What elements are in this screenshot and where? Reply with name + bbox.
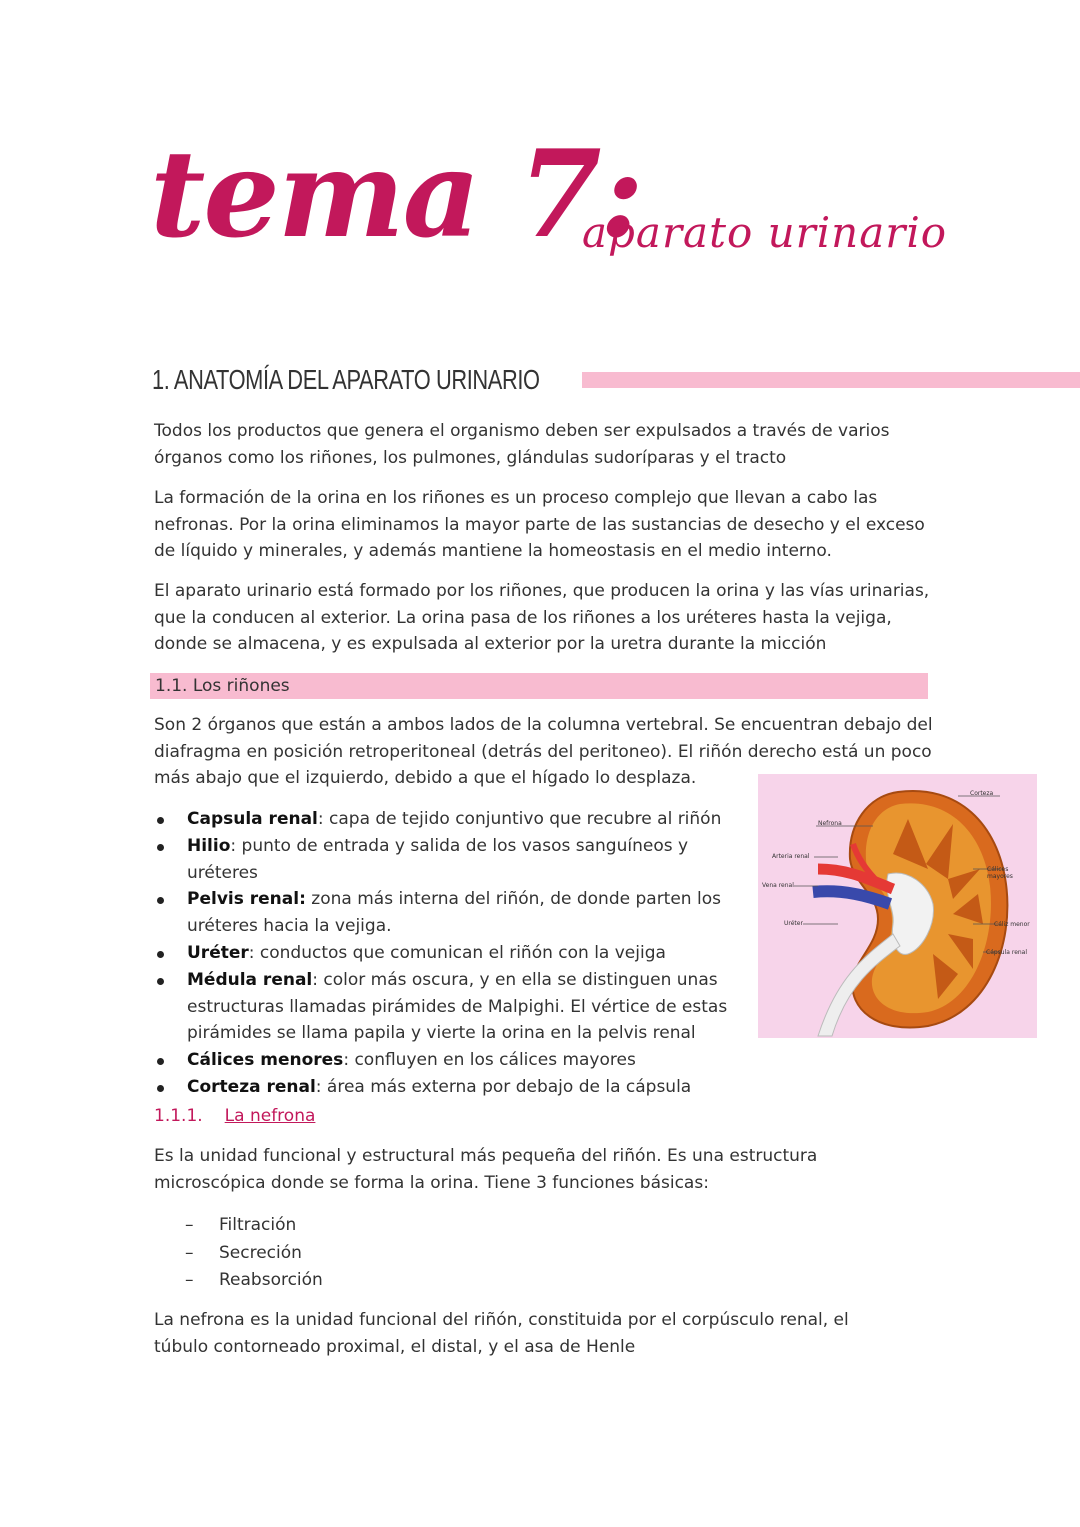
section-label-link[interactable]: La nefrona	[224, 1106, 316, 1126]
kidney-illustration	[758, 774, 1037, 1038]
section-heading-1-1-1	[154, 1103, 315, 1129]
paragraph-orina: La formación de la orina en los riñones es un proceso complejo que llevan a cabo las nefronas. Por la orina eliminamos la mayor parte de las sustancias de desecho y el exceso de líquido y minerales, y además mantiene la homeostasis en el medio interno.	[154, 488, 925, 561]
kidney-parts-list	[154, 806, 754, 1101]
list-item: Uréter: conductos que comunican el riñón con la vejiga	[154, 940, 754, 967]
list-item: Médula renal: color más oscura, y en ella se distinguen unas estructuras llamadas pirámides de Malpighi. El vértice de estas pirámides se llama papila y vierte la orina en la pelvis renal	[154, 967, 754, 1047]
label-corteza: Corteza	[970, 790, 994, 797]
label-calices-mayores-2: mayores	[987, 873, 1013, 880]
list-item: Hilio: punto de entrada y salida de los vasos sanguíneos y uréteres	[154, 833, 754, 887]
label-nefrona: Nefrona	[818, 820, 842, 827]
list-item: – Filtración	[185, 1212, 323, 1240]
paragraph-closing: La nefrona es la unidad funcional del riñón, constituida por el corpúsculo renal, el túbulo contorneado proximal, el distal, y el asa de Henle	[154, 1310, 849, 1357]
paragraph-intro: Todos los productos que genera el organismo deben ser expulsados a través de varios órganos como los riñones, los pulmones, glándulas sudoríparas y el tracto	[154, 421, 890, 468]
heading-highlight-bar	[582, 372, 1080, 388]
label-calices-mayores-1: Cálices	[987, 866, 1009, 873]
paragraph-nefrona: Es la unidad funcional y estructural más pequeña del riñón. Es una estructura microscópica donde se forma la orina. Tiene 3 funciones básicas:	[154, 1146, 818, 1193]
label-vena: Vena renal	[762, 882, 794, 889]
list-item: Corteza renal: área más externa por debajo de la cápsula	[154, 1074, 754, 1101]
page-subtitle: aparato urinario	[582, 208, 948, 257]
list-item: Pelvis renal: zona más interna del riñón, de donde parten los uréteres hacia la vejiga.	[154, 886, 754, 940]
list-item: Capsula renal: capa de tejido conjuntivo que recubre al riñón	[154, 806, 754, 833]
nephron-functions-list	[185, 1212, 323, 1295]
list-item: Cálices menores: confluyen en los cálices mayores	[154, 1047, 754, 1074]
paragraph-rinones: Son 2 órganos que están a ambos lados de la columna vertebral. Se encuentran debajo del diafragma en posición retroperitoneal (detrás del peritoneo). El riñón derecho está un poco más abajo que el izquierdo, debido a que el hígado lo desplaza.	[154, 715, 933, 788]
page-title: tema 7:	[150, 124, 643, 265]
section-number: 1.1.1.	[154, 1106, 203, 1126]
list-item: – Secreción	[185, 1240, 323, 1268]
label-arteria: Arteria renal	[772, 853, 810, 860]
section-heading-1-1: 1.1. Los riñones	[150, 673, 928, 699]
kidney-diagram	[758, 774, 1037, 1038]
section-heading-1-text: 1. ANATOMÍA DEL APARATO URINARIO	[152, 364, 540, 395]
section-heading-1	[152, 362, 1080, 398]
label-ureter: Uréter	[784, 920, 803, 927]
paragraph-aparato: El aparato urinario está formado por los riñones, que producen la orina y las vías urinarias, que la conducen al exterior. La orina pasa de los riñones a los uréteres hasta la vejiga, donde se almacena, y es expulsada al exterior por la uretra durante la micción	[154, 581, 930, 654]
label-caliz-menor: Cáliz menor	[994, 921, 1030, 928]
label-capsula: Cápsula renal	[986, 949, 1028, 956]
list-item: – Reabsorción	[185, 1267, 323, 1295]
